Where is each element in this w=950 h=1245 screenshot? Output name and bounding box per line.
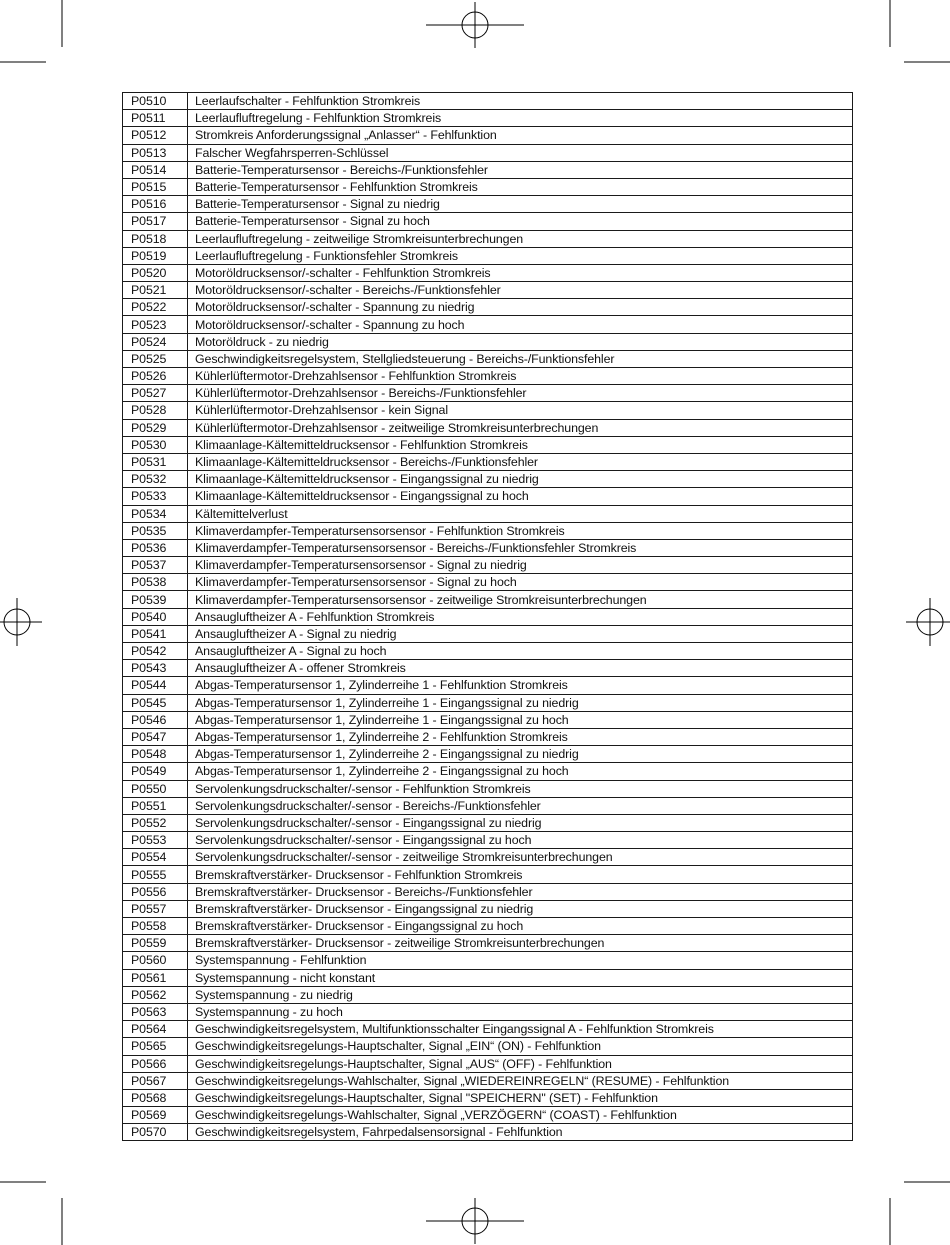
- fault-code-cell: P0551: [123, 797, 188, 814]
- fault-code-cell: P0516: [123, 196, 188, 213]
- fault-description-cell: Bremskraftverstärker- Drucksensor - zeitweilige Stromkreisunterbrechungen: [188, 935, 853, 952]
- fault-description-cell: Kältemittelverlust: [188, 505, 853, 522]
- fault-description-cell: Motoröldrucksensor/-schalter - Spannung zu hoch: [188, 316, 853, 333]
- table-row: [123, 230, 853, 247]
- fault-description-cell: Ansaugluftheizer A - Signal zu niedrig: [188, 625, 853, 642]
- fault-code-cell: P0512: [123, 127, 188, 144]
- registration-mark-bottom: [426, 1198, 524, 1244]
- fault-code-cell: P0524: [123, 333, 188, 350]
- fault-code-cell: P0570: [123, 1124, 188, 1141]
- table-row: [123, 213, 853, 230]
- fault-description-cell: Klimaverdampfer-Temperatursensorsensor - Bereichs-/Funktionsfehler Stromkreis: [188, 539, 853, 556]
- registration-mark-left: [0, 598, 42, 646]
- fault-code-cell: P0533: [123, 488, 188, 505]
- table-row: [123, 1089, 853, 1106]
- table-row: [123, 918, 853, 935]
- fault-description-cell: Systemspannung - Fehlfunktion: [188, 952, 853, 969]
- registration-mark-top: [426, 2, 524, 48]
- fault-code-cell: P0542: [123, 643, 188, 660]
- fault-description-cell: Geschwindigkeitsregelungs-Hauptschalter, Signal „EIN“ (ON) - Fehlfunktion: [188, 1038, 853, 1055]
- fault-description-cell: Leerlaufschalter - Fehlfunktion Stromkreis: [188, 93, 853, 110]
- fault-description-cell: Abgas-Temperatursensor 1, Zylinderreihe 1 - Fehlfunktion Stromkreis: [188, 677, 853, 694]
- fault-description-cell: Servolenkungsdruckschalter/-sensor - Bereichs-/Funktionsfehler: [188, 797, 853, 814]
- table-row: [123, 574, 853, 591]
- table-row: [123, 110, 853, 127]
- table-row: [123, 832, 853, 849]
- fault-description-cell: Klimaverdampfer-Temperatursensorsensor - Signal zu hoch: [188, 574, 853, 591]
- table-row: [123, 350, 853, 367]
- table-row: [123, 471, 853, 488]
- table-row: [123, 419, 853, 436]
- fault-code-cell: P0529: [123, 419, 188, 436]
- table-row: [123, 333, 853, 350]
- fault-description-cell: Leerlaufluftregelung - zeitweilige Stromkreisunterbrechungen: [188, 230, 853, 247]
- table-row: [123, 608, 853, 625]
- fault-code-cell: P0558: [123, 918, 188, 935]
- table-row: [123, 763, 853, 780]
- fault-code-cell: P0548: [123, 746, 188, 763]
- table-row: [123, 694, 853, 711]
- table-row: [123, 1124, 853, 1141]
- fault-code-cell: P0567: [123, 1072, 188, 1089]
- table-row: [123, 385, 853, 402]
- fault-code-cell: P0521: [123, 282, 188, 299]
- fault-description-cell: Ansaugluftheizer A - offener Stromkreis: [188, 660, 853, 677]
- table-row: [123, 711, 853, 728]
- fault-code-cell: P0527: [123, 385, 188, 402]
- table-row: [123, 677, 853, 694]
- fault-code-cell: P0569: [123, 1107, 188, 1124]
- table-row: [123, 746, 853, 763]
- fault-code-cell: P0532: [123, 471, 188, 488]
- table-row: [123, 1072, 853, 1089]
- fault-description-cell: Kühlerlüftermotor-Drehzahlsensor - zeitweilige Stromkreisunterbrechungen: [188, 419, 853, 436]
- table-row: [123, 299, 853, 316]
- fault-code-cell: P0510: [123, 93, 188, 110]
- fault-code-cell: P0565: [123, 1038, 188, 1055]
- fault-code-cell: P0515: [123, 178, 188, 195]
- fault-description-cell: Abgas-Temperatursensor 1, Zylinderreihe 2 - Eingangssignal zu niedrig: [188, 746, 853, 763]
- fault-description-cell: Systemspannung - zu niedrig: [188, 986, 853, 1003]
- fault-description-cell: Klimaverdampfer-Temperatursensorsensor - zeitweilige Stromkreisunterbrechungen: [188, 591, 853, 608]
- table-row: [123, 900, 853, 917]
- fault-description-cell: Motoröldrucksensor/-schalter - Spannung zu niedrig: [188, 299, 853, 316]
- table-row: [123, 368, 853, 385]
- table-row: [123, 969, 853, 986]
- fault-code-cell: P0563: [123, 1003, 188, 1020]
- table-row: [123, 436, 853, 453]
- table-row: [123, 866, 853, 883]
- table-row: [123, 505, 853, 522]
- fault-code-cell: P0530: [123, 436, 188, 453]
- table-row: [123, 1055, 853, 1072]
- fault-description-cell: Servolenkungsdruckschalter/-sensor - Fehlfunktion Stromkreis: [188, 780, 853, 797]
- fault-code-cell: P0526: [123, 368, 188, 385]
- table-row: [123, 814, 853, 831]
- fault-description-cell: Falscher Wegfahrsperren-Schlüssel: [188, 144, 853, 161]
- fault-description-cell: Batterie-Temperatursensor - Signal zu niedrig: [188, 196, 853, 213]
- fault-code-cell: P0550: [123, 780, 188, 797]
- fault-code-cell: P0534: [123, 505, 188, 522]
- fault-description-cell: Klimaverdampfer-Temperatursensorsensor - Signal zu niedrig: [188, 557, 853, 574]
- fault-code-table: [122, 92, 853, 1141]
- table-row: [123, 660, 853, 677]
- table-row: [123, 539, 853, 556]
- fault-code-cell: P0541: [123, 625, 188, 642]
- fault-description-cell: Geschwindigkeitsregelungs-Wahlschalter, Signal „WIEDEREINREGELN“ (RESUME) - Fehlfunktion: [188, 1072, 853, 1089]
- fault-description-cell: Ansaugluftheizer A - Signal zu hoch: [188, 643, 853, 660]
- fault-code-cell: P0552: [123, 814, 188, 831]
- fault-description-cell: Geschwindigkeitsregelsystem, Stellgliedsteuerung - Bereichs-/Funktionsfehler: [188, 350, 853, 367]
- fault-code-table-body: [123, 93, 853, 1141]
- table-row: [123, 402, 853, 419]
- fault-code-cell: P0549: [123, 763, 188, 780]
- table-row: [123, 453, 853, 470]
- fault-code-cell: P0546: [123, 711, 188, 728]
- fault-description-cell: Motoröldrucksensor/-schalter - Bereichs-/Funktionsfehler: [188, 282, 853, 299]
- fault-description-cell: Klimaanlage-Kältemitteldrucksensor - Eingangssignal zu hoch: [188, 488, 853, 505]
- fault-code-cell: P0568: [123, 1089, 188, 1106]
- table-row: [123, 1107, 853, 1124]
- fault-description-cell: Klimaanlage-Kältemitteldrucksensor - Eingangssignal zu niedrig: [188, 471, 853, 488]
- fault-code-cell: P0517: [123, 213, 188, 230]
- fault-description-cell: Geschwindigkeitsregelungs-Hauptschalter, Signal „AUS“ (OFF) - Fehlfunktion: [188, 1055, 853, 1072]
- fault-description-cell: Systemspannung - nicht konstant: [188, 969, 853, 986]
- fault-code-cell: P0537: [123, 557, 188, 574]
- fault-code-cell: P0536: [123, 539, 188, 556]
- table-row: [123, 178, 853, 195]
- fault-description-cell: Abgas-Temperatursensor 1, Zylinderreihe 2 - Eingangssignal zu hoch: [188, 763, 853, 780]
- fault-code-cell: P0561: [123, 969, 188, 986]
- table-row: [123, 728, 853, 745]
- fault-code-cell: P0560: [123, 952, 188, 969]
- fault-code-cell: P0547: [123, 728, 188, 745]
- fault-code-cell: P0538: [123, 574, 188, 591]
- fault-code-cell: P0557: [123, 900, 188, 917]
- fault-description-cell: Bremskraftverstärker- Drucksensor - Fehlfunktion Stromkreis: [188, 866, 853, 883]
- table-row: [123, 849, 853, 866]
- fault-description-cell: Servolenkungsdruckschalter/-sensor - Eingangssignal zu hoch: [188, 832, 853, 849]
- fault-code-cell: P0545: [123, 694, 188, 711]
- fault-description-cell: Stromkreis Anforderungssignal „Anlasser“ - Fehlfunktion: [188, 127, 853, 144]
- fault-code-cell: P0553: [123, 832, 188, 849]
- registration-mark-right: [906, 598, 950, 646]
- fault-description-cell: Geschwindigkeitsregelsystem, Fahrpedalsensorsignal - Fehlfunktion: [188, 1124, 853, 1141]
- fault-code-cell: P0522: [123, 299, 188, 316]
- fault-code-cell: P0535: [123, 522, 188, 539]
- fault-description-cell: Bremskraftverstärker- Drucksensor - Eingangssignal zu niedrig: [188, 900, 853, 917]
- fault-description-cell: Motoröldruck - zu niedrig: [188, 333, 853, 350]
- fault-code-cell: P0544: [123, 677, 188, 694]
- table-row: [123, 797, 853, 814]
- fault-code-cell: P0554: [123, 849, 188, 866]
- fault-code-cell: P0566: [123, 1055, 188, 1072]
- fault-code-cell: P0564: [123, 1021, 188, 1038]
- fault-description-cell: Klimaanlage-Kältemitteldrucksensor - Bereichs-/Funktionsfehler: [188, 453, 853, 470]
- fault-code-cell: P0523: [123, 316, 188, 333]
- table-row: [123, 935, 853, 952]
- table-row: [123, 522, 853, 539]
- fault-description-cell: Kühlerlüftermotor-Drehzahlsensor - Fehlfunktion Stromkreis: [188, 368, 853, 385]
- fault-description-cell: Kühlerlüftermotor-Drehzahlsensor - Bereichs-/Funktionsfehler: [188, 385, 853, 402]
- fault-description-cell: Servolenkungsdruckschalter/-sensor - Eingangssignal zu niedrig: [188, 814, 853, 831]
- fault-description-cell: Geschwindigkeitsregelsystem, Multifunktionsschalter Eingangssignal A - Fehlfunktion Stromkreis: [188, 1021, 853, 1038]
- fault-description-cell: Ansaugluftheizer A - Fehlfunktion Stromkreis: [188, 608, 853, 625]
- fault-description-cell: Abgas-Temperatursensor 1, Zylinderreihe 1 - Eingangssignal zu niedrig: [188, 694, 853, 711]
- table-row: [123, 264, 853, 281]
- table-row: [123, 93, 853, 110]
- fault-code-cell: P0513: [123, 144, 188, 161]
- fault-code-cell: P0531: [123, 453, 188, 470]
- fault-code-cell: P0562: [123, 986, 188, 1003]
- fault-description-cell: Kühlerlüftermotor-Drehzahlsensor - kein Signal: [188, 402, 853, 419]
- fault-code-cell: P0528: [123, 402, 188, 419]
- fault-description-cell: Klimaverdampfer-Temperatursensorsensor - Fehlfunktion Stromkreis: [188, 522, 853, 539]
- fault-description-cell: Batterie-Temperatursensor - Bereichs-/Funktionsfehler: [188, 161, 853, 178]
- fault-code-cell: P0539: [123, 591, 188, 608]
- table-row: [123, 986, 853, 1003]
- table-row: [123, 1021, 853, 1038]
- fault-description-cell: Batterie-Temperatursensor - Signal zu hoch: [188, 213, 853, 230]
- table-row: [123, 247, 853, 264]
- fault-code-cell: P0555: [123, 866, 188, 883]
- table-row: [123, 1038, 853, 1055]
- table-row: [123, 161, 853, 178]
- fault-code-cell: P0543: [123, 660, 188, 677]
- table-row: [123, 591, 853, 608]
- table-row: [123, 144, 853, 161]
- fault-description-cell: Batterie-Temperatursensor - Fehlfunktion Stromkreis: [188, 178, 853, 195]
- fault-description-cell: Abgas-Temperatursensor 1, Zylinderreihe 2 - Fehlfunktion Stromkreis: [188, 728, 853, 745]
- fault-code-cell: P0556: [123, 883, 188, 900]
- fault-description-cell: Geschwindigkeitsregelungs-Hauptschalter, Signal "SPEICHERN" (SET) - Fehlfunktion: [188, 1089, 853, 1106]
- fault-code-cell: P0514: [123, 161, 188, 178]
- fault-code-cell: P0540: [123, 608, 188, 625]
- table-row: [123, 643, 853, 660]
- fault-description-cell: Leerlaufluftregelung - Fehlfunktion Stromkreis: [188, 110, 853, 127]
- fault-code-cell: P0525: [123, 350, 188, 367]
- table-row: [123, 196, 853, 213]
- table-row: [123, 952, 853, 969]
- fault-description-cell: Motoröldrucksensor/-schalter - Fehlfunktion Stromkreis: [188, 264, 853, 281]
- fault-code-cell: P0520: [123, 264, 188, 281]
- fault-code-cell: P0518: [123, 230, 188, 247]
- fault-description-cell: Servolenkungsdruckschalter/-sensor - zeitweilige Stromkreisunterbrechungen: [188, 849, 853, 866]
- fault-description-cell: Systemspannung - zu hoch: [188, 1003, 853, 1020]
- fault-code-cell: P0519: [123, 247, 188, 264]
- table-row: [123, 127, 853, 144]
- table-row: [123, 316, 853, 333]
- fault-description-cell: Bremskraftverstärker- Drucksensor - Bereichs-/Funktionsfehler: [188, 883, 853, 900]
- table-row: [123, 557, 853, 574]
- table-row: [123, 1003, 853, 1020]
- table-row: [123, 282, 853, 299]
- fault-description-cell: Klimaanlage-Kältemitteldrucksensor - Fehlfunktion Stromkreis: [188, 436, 853, 453]
- table-row: [123, 488, 853, 505]
- table-row: [123, 883, 853, 900]
- table-row: [123, 625, 853, 642]
- fault-description-cell: Bremskraftverstärker- Drucksensor - Eingangssignal zu hoch: [188, 918, 853, 935]
- fault-code-cell: P0511: [123, 110, 188, 127]
- fault-description-cell: Abgas-Temperatursensor 1, Zylinderreihe 1 - Eingangssignal zu hoch: [188, 711, 853, 728]
- fault-description-cell: Leerlaufluftregelung - Funktionsfehler Stromkreis: [188, 247, 853, 264]
- table-row: [123, 780, 853, 797]
- fault-code-cell: P0559: [123, 935, 188, 952]
- fault-description-cell: Geschwindigkeitsregelungs-Wahlschalter, Signal „VERZÖGERN“ (COAST) - Fehlfunktion: [188, 1107, 853, 1124]
